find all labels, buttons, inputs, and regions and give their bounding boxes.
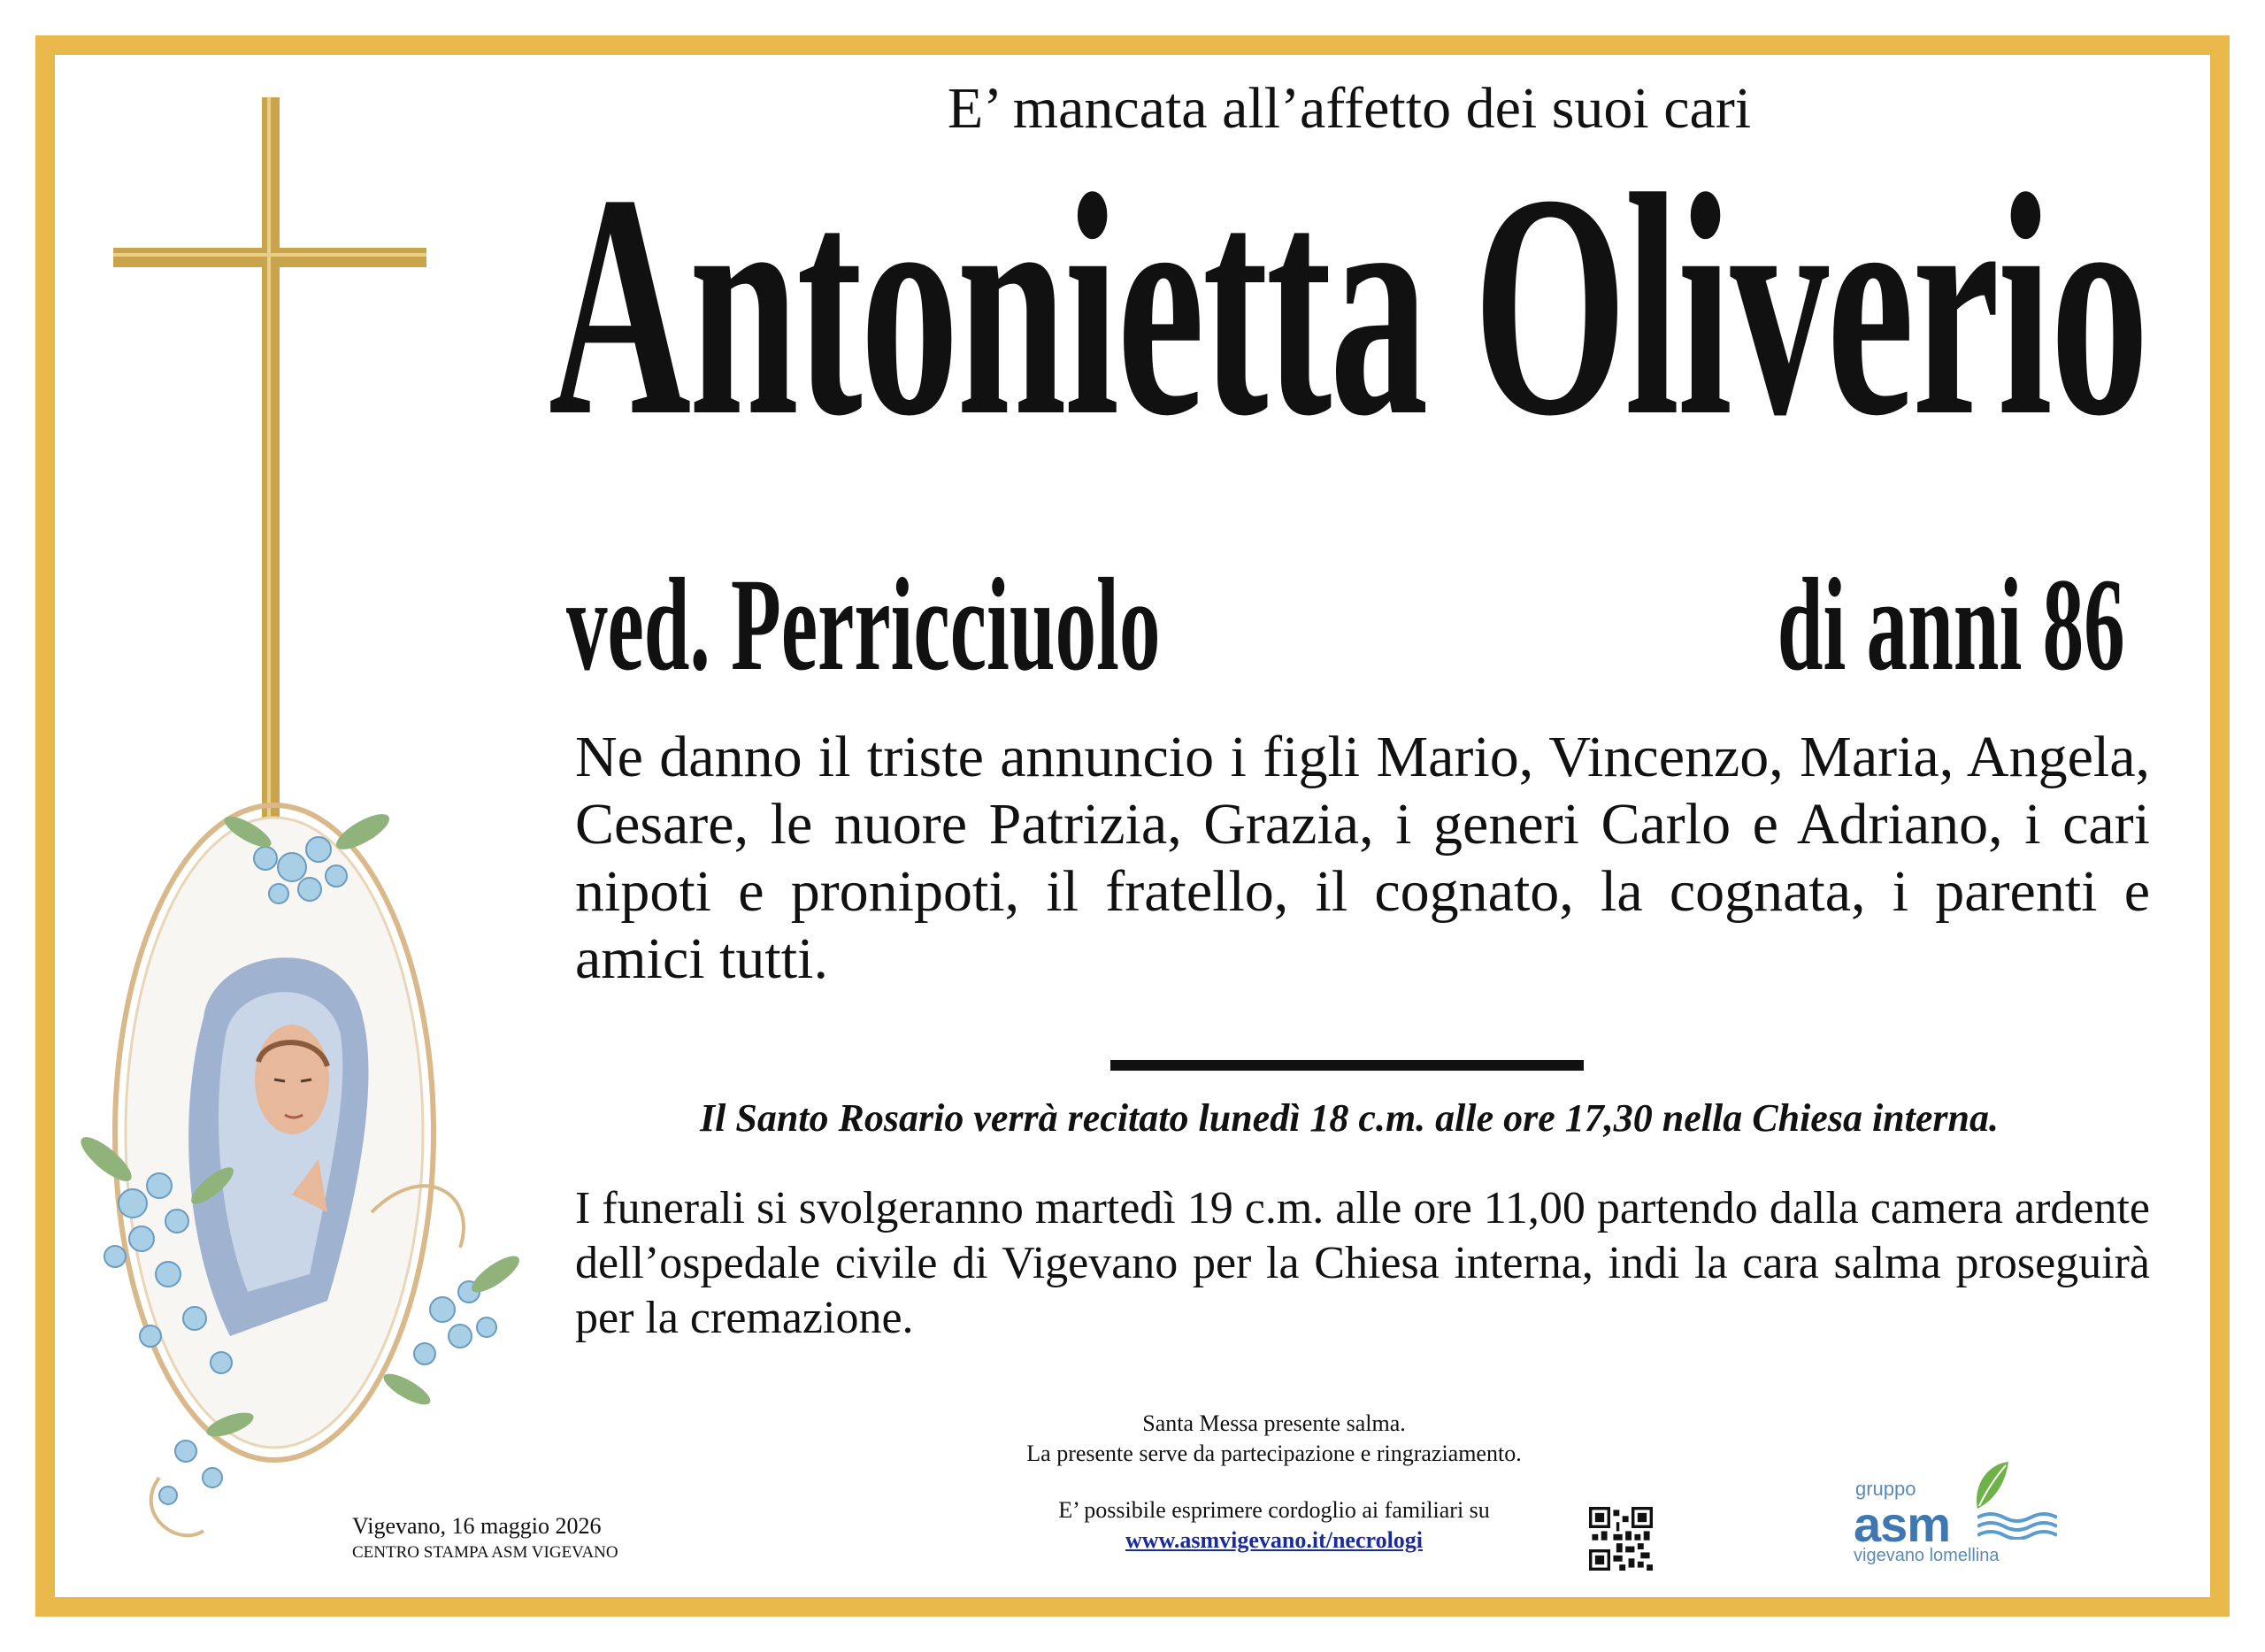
place-date: Vigevano, 16 maggio 2026 [352, 1513, 602, 1539]
rosary-notice: Il Santo Rosario verrà recitato lunedì 18 c.m. alle ore 17,30 nella Chiesa interna. [700, 1096, 1999, 1140]
thanks-note: La presente serve da partecipazione e ringraziamento. [1026, 1441, 1522, 1466]
place-date-block [352, 1513, 618, 1566]
logo-subtitle: vigevano lomellina [1854, 1546, 2000, 1565]
printer-name: CENTRO STAMPA ASM VIGEVANO [352, 1543, 618, 1562]
funeral-text: I funerali si svolgeranno martedì 19 c.m. alle ore 11,00 partendo dalla camera ardente dell’ospedale civile di Vigevano per la Chiesa interna, indi la cara salma proseguirà per la cremazione. [575, 1183, 2150, 1343]
condolence-block [938, 1495, 1610, 1556]
mass-note: Santa Messa presente salma. [1142, 1410, 1406, 1436]
widow-of: ved. Perricciuolo [566, 551, 1161, 698]
logo-asm: asm [1854, 1496, 1951, 1552]
divider-line [1110, 1060, 1584, 1071]
logo-gruppo: gruppo [1855, 1478, 1916, 1500]
age: di anni 86 [1777, 551, 2125, 698]
intro-line: E’ mancata all’affetto dei suoi cari [947, 76, 1752, 141]
wave-icon [1977, 1509, 2057, 1540]
announcement-text: Ne danno il triste annuncio i figli Mario, Vincenzo, Maria, Angela, Cesare, le nuore Patrizia, Grazia, i generi Carlo e Adriano, i cari nipoti e pronipoti, il fratello, il cognato, la cognata, i parenti e amici tutti. [575, 725, 2150, 991]
footer-notes [938, 1409, 1610, 1469]
asm-logo [1854, 1460, 2066, 1571]
cross-madonna-illustration [53, 97, 549, 1584]
deceased-name: Antonietta Oliverio [549, 128, 2147, 481]
leaf-icon [1969, 1460, 2013, 1513]
qr-code-icon[interactable] [1589, 1507, 1653, 1571]
necrologi-link[interactable]: www.asmvigevano.it/necrologi [1125, 1527, 1424, 1553]
condolence-text: E’ possibile esprimere cordoglio ai familiari su [1058, 1497, 1490, 1523]
